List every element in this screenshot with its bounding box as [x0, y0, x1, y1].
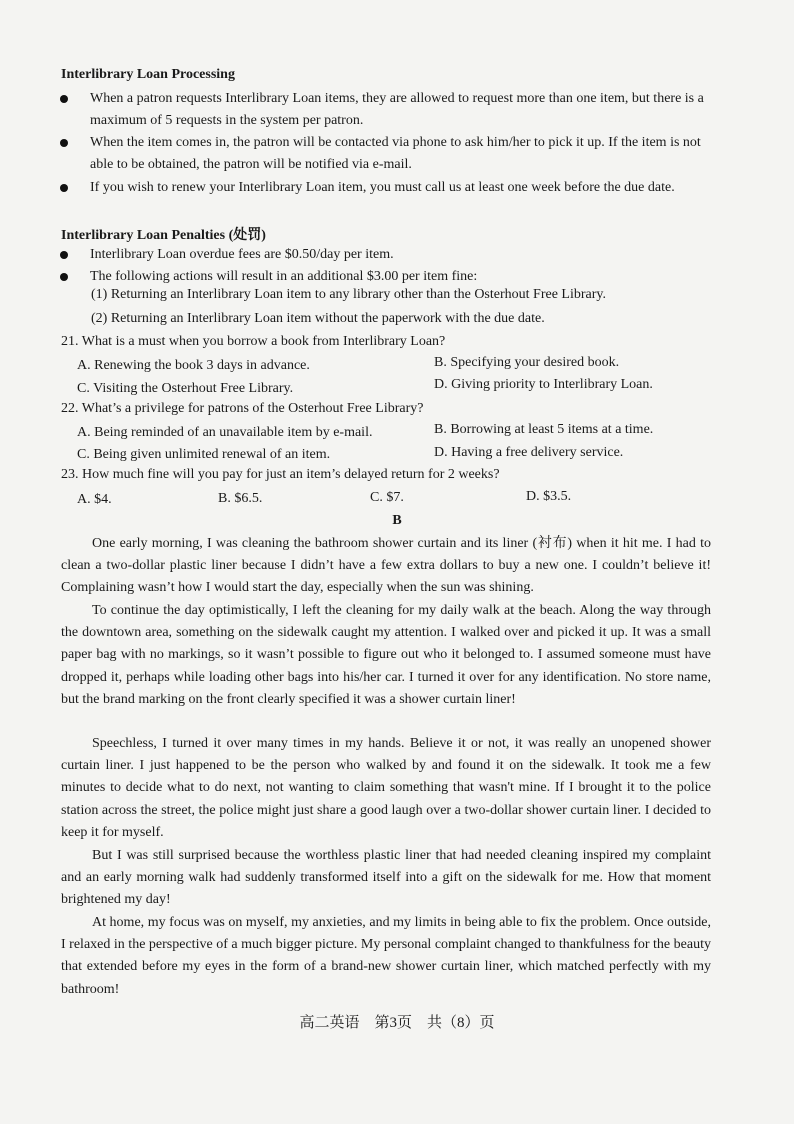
passage-paragraph: At home, my focus was on myself, my anxieties, and my limits in being able to fix the problem. Once outside, I relaxed in the perspective of a much bigger picture. My personal complaint changed to thankfulness for the beauty that extended before my eyes in the form of a brand-new shower curtain liner, which matched perfectly with my bathroom! — [61, 915, 711, 997]
bullet-item: Interlibrary Loan overdue fees are $0.50/day per item. — [60, 244, 720, 266]
section-title-penalties: Interlibrary Loan Penalties (处罚) — [61, 228, 266, 243]
bullet-dot-icon — [60, 184, 68, 192]
answer-option: C. Being given unlimited renewal of an item. — [77, 447, 331, 462]
passage-paragraph: But I was still surprised because the worthless plastic liner that had needed cleaning inspired my complaint and an early morning walk had suddenly transformed itself into a gift on the sidewalk for me. How that moment brightened my day! — [61, 848, 711, 908]
page-footer: 高二英语 第3页 共（8）页 — [299, 1015, 495, 1031]
question-stem: 21. What is a must when you borrow a book from Interlibrary Loan? — [61, 334, 446, 349]
passage-paragraph: To continue the day optimistically, I left the cleaning for my daily walk at the beach. Along the way through the downtown area, something on the sidewalk caught my attention. I walked over and picked it up. It was a small paper bag with no markings, so it wasn’t possible to figure out who it belonged to. I assumed someone must have dropped it, perhaps while loading other bags into his/her car. I turned it over for any identification. No store name, but the brand marking on the front clearly specified it was a shower curtain liner! — [61, 603, 711, 707]
answer-option: A. Renewing the book 3 days in advance. — [77, 358, 310, 373]
answer-option: B. Specifying your desired book. — [434, 355, 620, 370]
bullet-item: The following actions will result in an additional $3.00 per item fine: — [60, 266, 720, 288]
bullet-dot-icon — [60, 251, 68, 259]
answer-option: A. Being reminded of an unavailable item by e-mail. — [77, 425, 373, 440]
bullet-dot-icon — [60, 273, 68, 281]
answer-option: C. Visiting the Osterhout Free Library. — [77, 381, 294, 396]
bullet-item: When a patron requests Interlibrary Loan items, they are allowed to request more than one item, but there is a maximum of 5 requests in the system per patron. — [60, 88, 720, 132]
answer-option: B. Borrowing at least 5 items at a time. — [434, 422, 654, 437]
answer-option: D. Having a free delivery service. — [434, 445, 624, 460]
answer-option: A. $4. — [77, 492, 112, 507]
bullet-dot-icon — [60, 139, 68, 147]
answer-option: B. $6.5. — [218, 491, 263, 506]
penalty-subitem: (2) Returning an Interlibrary Loan item without the paperwork with the due date. — [91, 311, 545, 326]
answer-option: C. $7. — [370, 490, 404, 505]
passage-paragraph: Speechless, I turned it over many times in my hands. Believe it or not, it was really an unopened shower curtain liner. I just happened to be the person who walked by and found it on the sidewalk. It took me a few minutes to decide what to do next, not wanting to claim something that wasn't mine. If I brought it to the police station across the street, the police might just share a good laugh over a two-dollar shower curtain liner. I decided to keep it for myself. — [61, 736, 711, 840]
passage-paragraph: One early morning, I was cleaning the bathroom shower curtain and its liner (衬布) when it hit me. I had to clean a two-dollar plastic liner because I didn’t have a few extra dollars to buy a new one. I couldn’t believe it! Complaining wasn’t how I would start the day, especially when the sun was shining. — [61, 536, 711, 596]
question-stem: 22. What’s a privilege for patrons of the Osterhout Free Library? — [61, 401, 424, 416]
section-title-processing: Interlibrary Loan Processing — [61, 67, 235, 82]
part-b-label: B — [392, 513, 402, 528]
answer-option: D. Giving priority to Interlibrary Loan. — [434, 377, 653, 392]
answer-option: D. $3.5. — [526, 489, 572, 504]
penalty-subitem: (1) Returning an Interlibrary Loan item to any library other than the Osterhout Free Library. — [91, 287, 606, 302]
bullet-dot-icon — [60, 95, 68, 103]
bullet-item: If you wish to renew your Interlibrary Loan item, you must call us at least one week before the due date. — [60, 177, 720, 199]
question-stem: 23. How much fine will you pay for just an item’s delayed return for 2 weeks? — [61, 467, 500, 482]
bullet-item: When the item comes in, the patron will be contacted via phone to ask him/her to pick it up. If the item is not able to be obtained, the patron will be notified via e-mail. — [60, 132, 720, 176]
